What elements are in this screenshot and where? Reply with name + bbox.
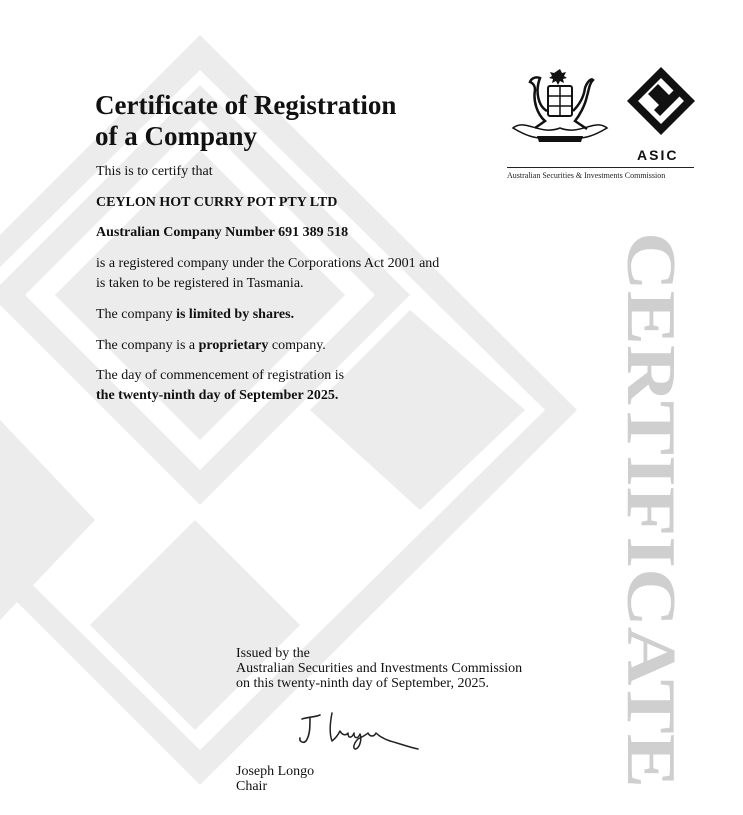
registration-statement (96, 254, 496, 294)
certificate-vertical-watermark (612, 230, 702, 790)
asic-logo-icon (626, 66, 696, 136)
issued-line-1: Issued by the (236, 646, 310, 661)
certificate-vertical-text: CERTIFICATE (612, 232, 689, 711)
limited-value: is limited by shares. (176, 307, 295, 322)
signatory-role: Chair (236, 779, 268, 794)
type-prefix: The company is a (96, 338, 199, 353)
commencement-statement (96, 366, 496, 406)
asic-abbreviation: ASIC (637, 147, 679, 163)
registration-line-1: is a registered company under the Corporations Act 2001 and (96, 256, 440, 271)
asic-full-name: Australian Securities & Investments Commission (507, 171, 666, 180)
signatory-name: Joseph Longo (236, 764, 315, 779)
issued-by-block (236, 646, 522, 691)
limited-prefix: The company (96, 307, 177, 322)
signature-image (290, 705, 430, 760)
title-line-2: of a Company (95, 121, 258, 151)
issued-line-2: Australian Securities and Investments Commission (236, 661, 523, 676)
title-line-1: Certificate of Registration (95, 90, 397, 120)
commencement-date: the twenty-ninth day of September 2025. (96, 388, 339, 403)
certificate-title (95, 90, 396, 152)
coat-of-arms-icon (505, 66, 615, 146)
signatory-block (236, 764, 314, 794)
asic-divider (507, 167, 694, 168)
acn-line: Australian Company Number 691 389 518 (96, 225, 349, 240)
limited-statement (96, 305, 496, 325)
type-value: proprietary (198, 338, 269, 353)
intro-text: This is to certify that (96, 164, 213, 179)
registration-line-2: is taken to be registered in Tasmania. (96, 276, 304, 291)
company-name: CEYLON HOT CURRY POT PTY LTD (96, 195, 338, 210)
issued-line-3: on this twenty-ninth day of September, 2025. (236, 676, 489, 691)
commencement-intro: The day of commencement of registration is (96, 368, 345, 383)
type-suffix: company. (268, 338, 326, 353)
company-type-statement (96, 336, 496, 356)
